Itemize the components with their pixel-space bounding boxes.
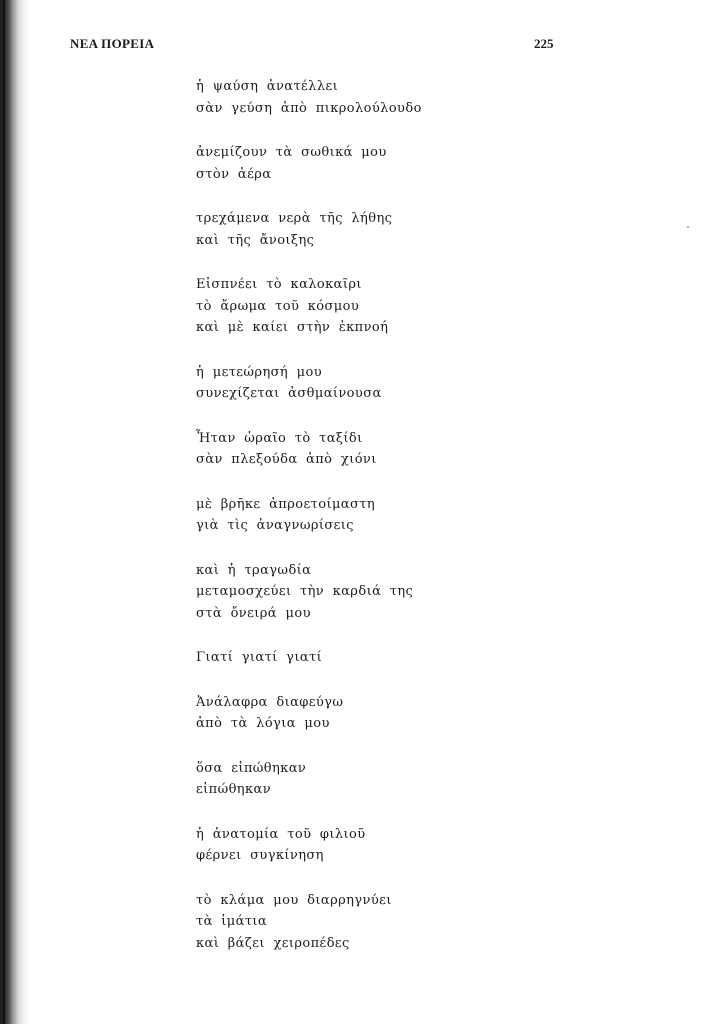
poem-line: τὰ ἱμάτια [196,914,268,929]
poem-line: Γιατί γιατί γιατί [196,650,323,665]
poem-line: Ἦταν ὡραῖο τὸ ταξίδι [196,430,363,446]
poem-line: καὶ βάζει χειροπέδες [196,935,350,951]
stanza [196,208,656,251]
poem-line: ὅσα εἰπώθηκαν [196,760,307,776]
page-number: 225 [534,36,554,51]
poem-line: τὸ ἄρωμα τοῦ κόσμου [196,298,360,314]
poem-line: ἀπὸ τὰ λόγια μου [196,716,330,731]
poem-line: εἰπώθηκαν [196,782,271,797]
poem-line: μεταμοσχεύει τὴν καρδιά της [196,584,414,599]
poem-line: ἀνεμίζουν τὰ σωθικά μου [196,145,387,160]
poem-line: ἡ μετεώρησή μου [196,364,323,380]
poem-line: γιὰ τὶς ἀναγνωρίσεις [196,518,354,533]
stanza [196,824,656,867]
poem-line: μὲ βρῆκε ἀπροετοίμαστη [196,496,376,512]
stanza [196,890,656,955]
stanza [196,76,656,119]
stanza [196,142,656,185]
stanza [196,560,656,625]
scan-speck [687,226,689,228]
poem-line: Εἰσπνέει τὸ καλοκαῖρι [196,277,362,292]
poem-line: στὰ ὄνειρά μου [196,605,311,621]
poem-line: καὶ ἡ τραγωδία [196,562,312,578]
poem-line: καὶ μὲ καίει στὴν ἐκπνοή [196,320,389,335]
poem-line: καὶ τῆς ἄνοιξης [196,232,315,248]
poem-line: Ἀνάλαφρα διαφεύγω [196,694,344,710]
poem-line: τὸ κλάμα μου διαρρηγνύει [196,892,392,908]
spine-edge-line [3,0,5,1024]
stanza [196,758,656,801]
poem-line: σὰν πλεξούδα ἀπὸ χιόνι [196,452,377,467]
stanza [196,428,656,471]
running-title: ΝΕΑ ΠΟΡΕΙΑ [70,36,155,51]
poem-line: φέρνει συγκίνηση [196,848,324,863]
poem-body [196,76,656,977]
stanza [196,494,656,537]
stanza [196,647,656,669]
stanza [196,362,656,405]
poem-line: συνεχίζεται ἀσθμαίνουσα [196,386,382,401]
poem-line: σὰν γεύση ἀπὸ πικρολούλουδο [196,100,422,116]
poem-line: ἡ ἀνατομία τοῦ φιλιοῦ [196,826,366,842]
poem-line: τρεχάμενα νερὰ τῆς λήθης [196,211,393,226]
poem-line: ἡ ψαύση ἀνατέλλει [196,79,339,94]
stanza [196,274,656,339]
stanza [196,692,656,735]
poem-line: στὸν ἀέρα [196,166,272,182]
